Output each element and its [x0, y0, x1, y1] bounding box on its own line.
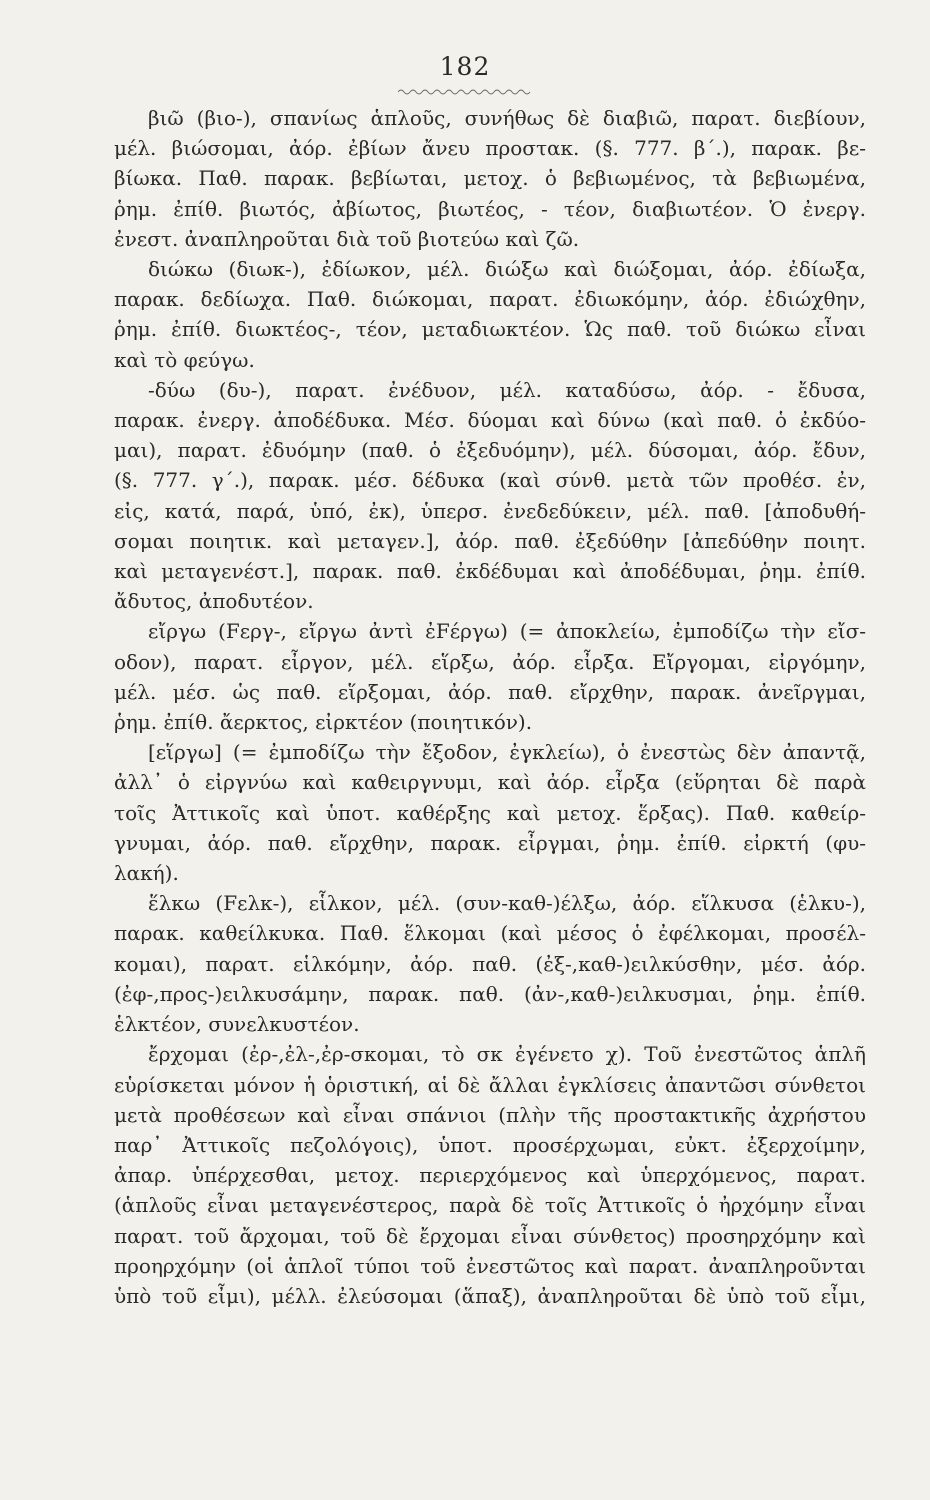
text-line: μέλ. βιώσομαι, ἀόρ. ἐβίων ἄνευ προστακ. (§. 777. β΄.), παρακ. βε- — [114, 136, 866, 161]
dictionary-text — [114, 103, 866, 1311]
text-line: παρατ. τοῦ ἄρχομαι, τοῦ δὲ ἔρχομαι εἶναι σύνθετος) προσηρχόμην καὶ — [114, 1223, 866, 1248]
page-number: 182 — [439, 52, 491, 81]
text-line: παρακ. καθείλκυκα. Παθ. ἕλκομαι (καὶ μέσος ὁ ἐφέλκομαι, προσέλ- — [114, 921, 866, 946]
text-line: ἄδυτος, ἀποδυτέον. — [114, 589, 314, 614]
text-line: ὑπὸ τοῦ εἶμι), μέλλ. ἐλεύσομαι (ἅπαξ), ἀναπληροῦται δὲ ὑπὸ τοῦ εἶμι, — [114, 1283, 866, 1308]
text-line: καὶ τὸ φεύγω. — [114, 347, 255, 372]
text-line: τοῖς Ἀττικοῖς καὶ ὑποτ. καθέρξης καὶ μετοχ. ἕρξας). Παθ. καθείρ- — [114, 800, 866, 825]
text-line: προηρχόμην (οἱ ἁπλοῖ τύποι τοῦ ἐνεστῶτος καὶ παρατ. ἀναπληροῦνται — [114, 1253, 866, 1278]
text-line: λακή). — [114, 861, 179, 886]
text-line: ῥημ. ἐπίθ. ἄερκτος, εἰρκτέον (ποιητικόν). — [114, 710, 533, 735]
text-line: εὑρίσκεται μόνον ἡ ὁριστική, αἱ δὲ ἄλλαι ἐγκλίσεις ἀπαντῶσι σύνθετοι — [114, 1072, 866, 1097]
text-line: ἔρχομαι (ἐρ-,ἐλ-,ἐρ-σκομαι, τὸ σκ ἐγένετο χ). Τοῦ ἐνεστῶτος ἁπλῆ — [148, 1042, 866, 1067]
text-line: παρακ. δεδίωχα. Παθ. διώκομαι, παρατ. ἐδιωκόμην, ἀόρ. ἐδιώχθην, — [114, 287, 866, 312]
text-line: ἕλκω (Fελκ-), εἷλκον, μέλ. (συν-καθ-)έλξω, ἀόρ. εἵλκυσα (ἑλκυ-), — [148, 891, 866, 916]
text-line: γνυμαι, ἀόρ. παθ. εἴρχθην, παρακ. εἶργμαι, ῥημ. ἐπίθ. εἰρκτή (φυ- — [114, 830, 866, 855]
text-line: βιῶ (βιο-), σπανίως ἁπλοῦς, συνήθως δὲ διαβιῶ, παρατ. διεβίουν, — [148, 106, 866, 130]
text-line: ῥημ. ἐπίθ. διωκτέος-, τέον, μεταδιωκτέον. Ὡς παθ. τοῦ διώκω εἶναι — [114, 317, 866, 342]
wavy-rule-ornament — [398, 88, 532, 96]
text-line: οδον), παρατ. εἶργον, μέλ. εἵρξω, ἀόρ. εἶρξα. Εἴργομαι, εἰργόμην, — [114, 649, 866, 674]
text-line: ἀπαρ. ὑπέρχεσθαι, μετοχ. περιερχόμενος καὶ ὑπερχόμενος, παρατ. — [114, 1163, 866, 1188]
text-line: διώκω (διωκ-), ἐδίωκον, μέλ. διώξω καὶ διώξομαι, ἀόρ. ἐδίωξα, — [148, 257, 866, 282]
text-line: (ἁπλοῦς εἶναι μεταγενέστερος, παρὰ δὲ τοῖς Ἀττικοῖς ὁ ἠρχόμην εἶναι — [114, 1193, 866, 1218]
text-line: (§. 777. γ΄.), παρακ. μέσ. δέδυκα (καὶ σύνθ. μετὰ τῶν προθέσ. ἐν, — [114, 468, 866, 493]
text-line: κομαι), παρατ. εἱλκόμην, ἀόρ. παθ. (ἐξ-,καθ-)ειλκύσθην, μέσ. ἀόρ. — [114, 951, 866, 976]
text-line: μετὰ προθέσεων καὶ εἶναι σπάνιοι (πλὴν τῆς προστακτικῆς ἀχρήστου — [114, 1102, 866, 1127]
text-line: (ἐφ-,προς-)ειλκυσάμην, παρακ. παθ. (ἀν-,καθ-)ειλκυσμαι, ῥημ. ἐπίθ. — [114, 981, 866, 1006]
text-line: ῥημ. ἐπίθ. βιωτός, ἀβίωτος, βιωτέος, - τέον, διαβιωτέον. Ὁ ἐνεργ. — [114, 196, 866, 221]
text-line: παρακ. ἐνεργ. ἀποδέδυκα. Μέσ. δύομαι καὶ δύνω (καὶ παθ. ὁ ἐκδύο- — [114, 408, 866, 433]
text-line: σομαι ποιητικ. καὶ μεταγεν.], ἀόρ. παθ. ἐξεδύθην [ἀπεδύθην ποιητ. — [114, 528, 866, 553]
text-line: μαι), παρατ. ἐδυόμην (παθ. ὁ ἐξεδυόμην), μέλ. δύσομαι, ἀόρ. ἔδυν, — [114, 438, 866, 463]
text-line: παρ᾽ Ἀττικοῖς πεζολόγοις), ὑποτ. προσέρχωμαι, εὐκτ. ἐξερχοίμην, — [114, 1132, 866, 1157]
text-line: ἀλλ᾽ ὁ εἰργνύω καὶ καθειργνυμι, καὶ ἀόρ. εἶρξα (εὕρηται δὲ παρὰ — [114, 770, 866, 795]
text-line: καὶ μεταγενέστ.], παρακ. παθ. ἐκδέδυμαι καὶ ἀποδέδυμαι, ῥημ. ἐπίθ. — [114, 559, 866, 584]
text-line: εἴργω (Fεργ-, εἴργω ἀντὶ ἐFέργω) (= ἀποκλείω, ἐμποδίζω τὴν εἴσ- — [148, 619, 866, 644]
text-line: μέλ. μέσ. ὡς παθ. εἵρξομαι, ἀόρ. παθ. εἴρχθην, παρακ. ἀνεῖργμαι, — [114, 679, 866, 704]
text-line: [εἵργω] (= ἐμποδίζω τὴν ἔξοδον, ἐγκλείω), ὁ ἐνεστὼς δὲν ἀπαντᾷ, — [148, 740, 866, 765]
text-line: ἐνεστ. ἀναπληροῦται διὰ τοῦ βιοτεύω καὶ ζῶ. — [114, 226, 580, 251]
text-line: βίωκα. Παθ. παρακ. βεβίωται, μετοχ. ὁ βεβιωμένος, τὰ βεβιωμένα, — [114, 166, 866, 191]
text-line: εἰς, κατά, παρά, ὑπό, ἐκ), ὑπερσ. ἐνεδεδύκειν, μέλ. παθ. [ἀποδυθή- — [114, 498, 866, 523]
text-line: -δύω (δυ-), παρατ. ἐνέδυον, μέλ. καταδύσω, ἀόρ. - ἔδυσα, — [148, 377, 866, 402]
text-line: ἑλκτέον, συνελκυστέον. — [114, 1012, 360, 1037]
